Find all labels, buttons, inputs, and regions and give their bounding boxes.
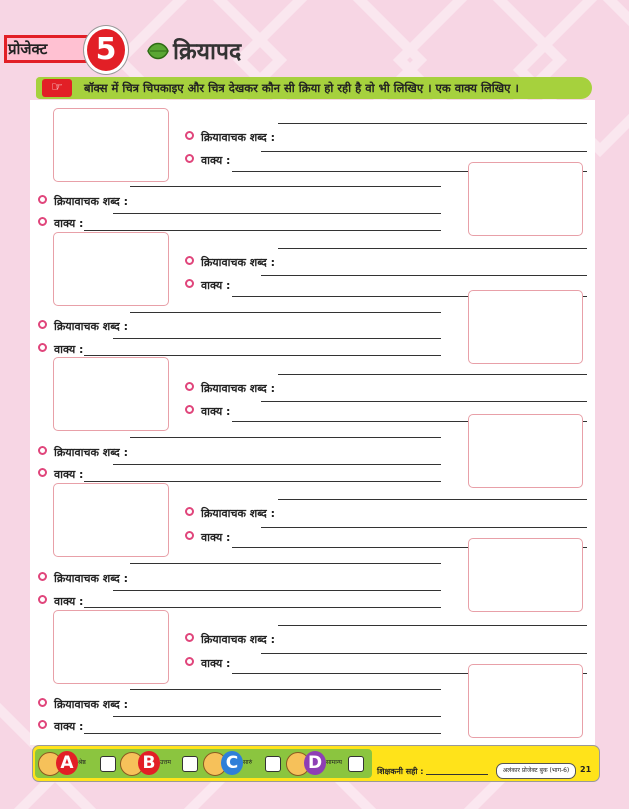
bullet-icon: [38, 720, 47, 729]
verb-word-label: क्रियावाचक शब्द :: [185, 632, 275, 647]
project-label: प्रोजेक्ट: [8, 40, 48, 58]
bullet-icon: [38, 572, 47, 581]
bullet-icon: [38, 446, 47, 455]
writing-line[interactable]: [278, 374, 587, 375]
bullet-icon: [185, 507, 194, 516]
bullet-icon: [185, 405, 194, 414]
bullet-icon: [185, 382, 194, 391]
grade-checkbox[interactable]: [100, 756, 116, 772]
writing-line[interactable]: [84, 355, 441, 356]
verb-word-label: क्रियावाचक शब्द :: [38, 319, 128, 334]
pointing-hand-icon: ☞: [42, 79, 72, 97]
picture-box[interactable]: [468, 538, 583, 612]
writing-line[interactable]: [261, 275, 587, 276]
signature-line[interactable]: [426, 774, 488, 775]
writing-line[interactable]: [130, 563, 441, 564]
writing-line[interactable]: [84, 607, 441, 608]
bullet-icon: [185, 279, 194, 288]
writing-line[interactable]: [261, 151, 587, 152]
sentence-label: वाक्य :: [185, 656, 230, 671]
writing-line[interactable]: [130, 689, 441, 690]
grade-letter: A: [56, 751, 78, 775]
writing-line[interactable]: [278, 248, 587, 249]
grade-checkbox[interactable]: [348, 756, 364, 772]
writing-line[interactable]: [84, 481, 441, 482]
verb-word-label: क्रियावाचक शब्द :: [185, 130, 275, 145]
bullet-icon: [38, 217, 47, 226]
bullet-icon: [185, 633, 194, 642]
sentence-label: वाक्य :: [185, 530, 230, 545]
writing-line[interactable]: [278, 625, 587, 626]
sentence-label: वाक्य :: [185, 278, 230, 293]
instruction-text: बॉक्स में चित्र चिपकाइए और चित्र देखकर कौन सी क्रिया हो रही है वो भी लिखिए । एक वाक्य लिखिए ।: [84, 81, 519, 95]
verb-word-label: क्रियावाचक शब्द :: [185, 506, 275, 521]
picture-box[interactable]: [53, 108, 169, 182]
picture-box[interactable]: [53, 610, 169, 684]
verb-word-label: क्रियावाचक शब्द :: [38, 445, 128, 460]
writing-line[interactable]: [113, 464, 441, 465]
grade-checkbox[interactable]: [265, 756, 281, 772]
writing-line[interactable]: [130, 186, 441, 187]
grade-word: उत्तम: [160, 759, 172, 766]
grade-letter: D: [304, 751, 326, 775]
bullet-icon: [185, 657, 194, 666]
picture-box[interactable]: [468, 414, 583, 488]
bullet-icon: [38, 195, 47, 204]
bullet-icon: [38, 468, 47, 477]
writing-line[interactable]: [113, 590, 441, 591]
sentence-label: वाक्य :: [38, 342, 83, 357]
teacher-signature-label: शिक्षकनी सही :: [377, 767, 424, 776]
writing-line[interactable]: [261, 653, 587, 654]
sentence-label: वाक्य :: [38, 594, 83, 609]
grade-letter: C: [221, 751, 243, 775]
picture-box[interactable]: [468, 290, 583, 364]
writing-line[interactable]: [261, 527, 587, 528]
grade-b: [120, 749, 204, 778]
picture-box[interactable]: [53, 232, 169, 306]
writing-line[interactable]: [130, 437, 441, 438]
writing-line[interactable]: [113, 338, 441, 339]
grade-c: [203, 749, 287, 778]
bullet-icon: [185, 131, 194, 140]
writing-line[interactable]: [113, 716, 441, 717]
bullet-icon: [38, 343, 47, 352]
sentence-label: वाक्य :: [185, 153, 230, 168]
writing-line[interactable]: [84, 230, 441, 231]
verb-word-label: क्रियावाचक शब्द :: [38, 697, 128, 712]
writing-line[interactable]: [261, 401, 587, 402]
picture-box[interactable]: [468, 664, 583, 738]
writing-line[interactable]: [84, 733, 441, 734]
grade-checkbox[interactable]: [182, 756, 198, 772]
verb-word-label: क्रियावाचक शब्द :: [185, 255, 275, 270]
grade-d: [286, 749, 370, 778]
writing-line[interactable]: [113, 213, 441, 214]
bullet-icon: [38, 320, 47, 329]
grade-letter: B: [138, 751, 160, 775]
grade-a: [38, 749, 122, 778]
writing-line[interactable]: [278, 123, 587, 124]
bullet-icon: [38, 698, 47, 707]
book-name-badge: अलंकार प्रोजेक्ट बुक (भाग-6): [496, 763, 576, 779]
grade-word: सारुं: [243, 759, 253, 766]
verb-word-label: क्रियावाचक शब्द :: [38, 194, 128, 209]
page-number: 21: [580, 765, 592, 774]
writing-line[interactable]: [130, 312, 441, 313]
picture-box[interactable]: [53, 357, 169, 431]
picture-box[interactable]: [53, 483, 169, 557]
verb-word-label: क्रियावाचक शब्द :: [185, 381, 275, 396]
project-number-badge: 5: [84, 26, 128, 74]
sentence-label: वाक्य :: [38, 216, 83, 231]
grade-word: श्रेष्ठ: [78, 759, 86, 766]
verb-word-label: क्रियावाचक शब्द :: [38, 571, 128, 586]
sentence-label: वाक्य :: [38, 719, 83, 734]
bullet-icon: [185, 256, 194, 265]
bullet-icon: [185, 154, 194, 163]
sentence-label: वाक्य :: [38, 467, 83, 482]
picture-box[interactable]: [468, 162, 583, 236]
leaf-icon: [146, 40, 170, 62]
page-title: क्रियापद: [173, 39, 242, 65]
bullet-icon: [185, 531, 194, 540]
grade-word: सामान्य: [326, 759, 343, 766]
writing-line[interactable]: [278, 499, 587, 500]
sentence-label: वाक्य :: [185, 404, 230, 419]
bullet-icon: [38, 595, 47, 604]
